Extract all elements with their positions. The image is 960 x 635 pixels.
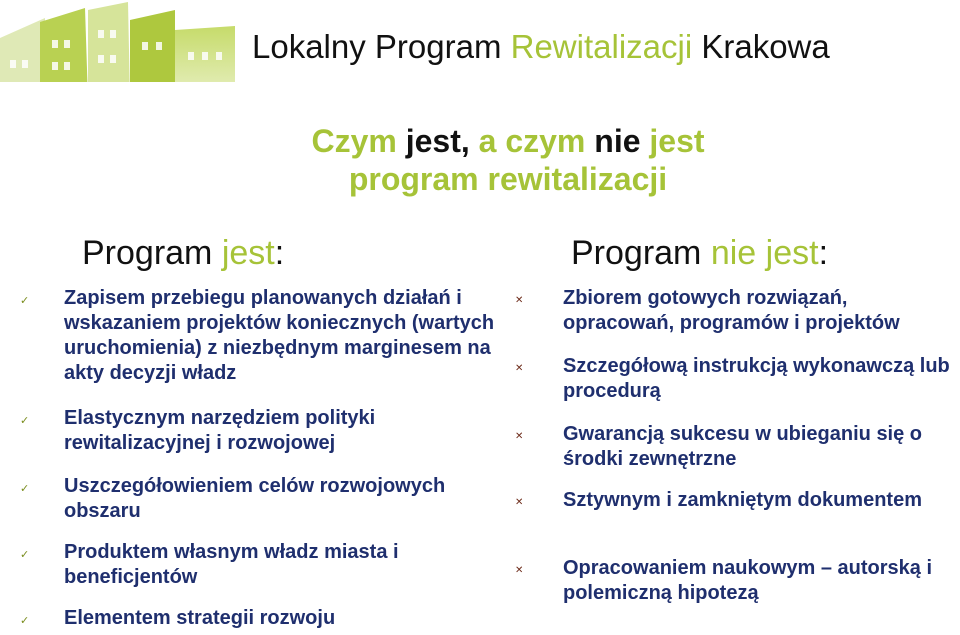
title-part-1: Lokalny Program <box>252 28 511 65</box>
subtitle-line-1 <box>0 122 960 160</box>
right-column-heading <box>571 234 828 273</box>
subtitle-word-5: jest <box>640 123 705 159</box>
right-heading-highlight: nie jest <box>710 234 819 272</box>
subtitle-word-4: nie <box>585 123 641 159</box>
list-item-text: Zapisem przebiegu planowanych działań i wskazaniem projektów koniecznych (wartych uruchomienia) z niezbędnym marginesem na akty decyzji władz <box>64 287 495 384</box>
cross-icon: ✕ <box>515 497 524 508</box>
list-item-text: Sztywnym i zamkniętym dokumentem <box>563 489 922 511</box>
cross-icon: ✕ <box>515 431 524 442</box>
subtitle <box>0 122 960 198</box>
right-heading-colon: : <box>818 234 829 272</box>
checkmark-icon: ✓ <box>20 549 30 561</box>
checkmark-icon: ✓ <box>20 615 30 627</box>
list-item-text: Zbiorem gotowych rozwiązań, opracowań, programów i projektów <box>563 287 900 334</box>
list-item-text: Gwarancją sukcesu w ubieganiu się o środki zewnętrzne <box>563 423 923 470</box>
list-item-text: Szczegółową instrukcją wykonawczą lub procedurą <box>563 355 950 402</box>
page-title <box>252 28 952 66</box>
title-highlight: Rewitalizacji <box>510 28 693 65</box>
checkmark-icon: ✓ <box>20 483 30 495</box>
list-item-text: Elastycznym narzędziem polityki rewitalizacyjnej i rozwojowej <box>64 407 376 454</box>
subtitle-word-1: Czym <box>311 123 397 159</box>
subtitle-line-2: program rewitalizacji <box>348 161 668 197</box>
list-item-text: Uszczegółowieniem celów rozwojowych obszaru <box>64 475 446 522</box>
subtitle-word-3: a czym <box>469 123 586 159</box>
left-heading-colon: : <box>274 234 285 272</box>
list-item-text: Produktem własnym władz miasta i beneficjentów <box>64 541 399 588</box>
cross-icon: ✕ <box>515 295 524 306</box>
cross-icon: ✕ <box>515 565 524 576</box>
list-item-text: Opracowaniem naukowym – autorską i polemiczną hipotezą <box>563 557 933 604</box>
cross-icon: ✕ <box>515 363 524 374</box>
checkmark-icon: ✓ <box>20 415 30 427</box>
title-part-2: Krakowa <box>692 28 830 65</box>
krakow-skyline-logo <box>0 0 240 100</box>
left-column-heading <box>82 234 284 273</box>
left-heading-highlight: jest <box>221 234 275 272</box>
left-heading-part-1: Program <box>82 234 222 272</box>
list-item-text: Elementem strategii rozwoju <box>64 607 336 629</box>
right-heading-part-1: Program <box>571 234 711 272</box>
subtitle-word-2: jest, <box>396 123 470 159</box>
checkmark-icon: ✓ <box>20 295 30 307</box>
